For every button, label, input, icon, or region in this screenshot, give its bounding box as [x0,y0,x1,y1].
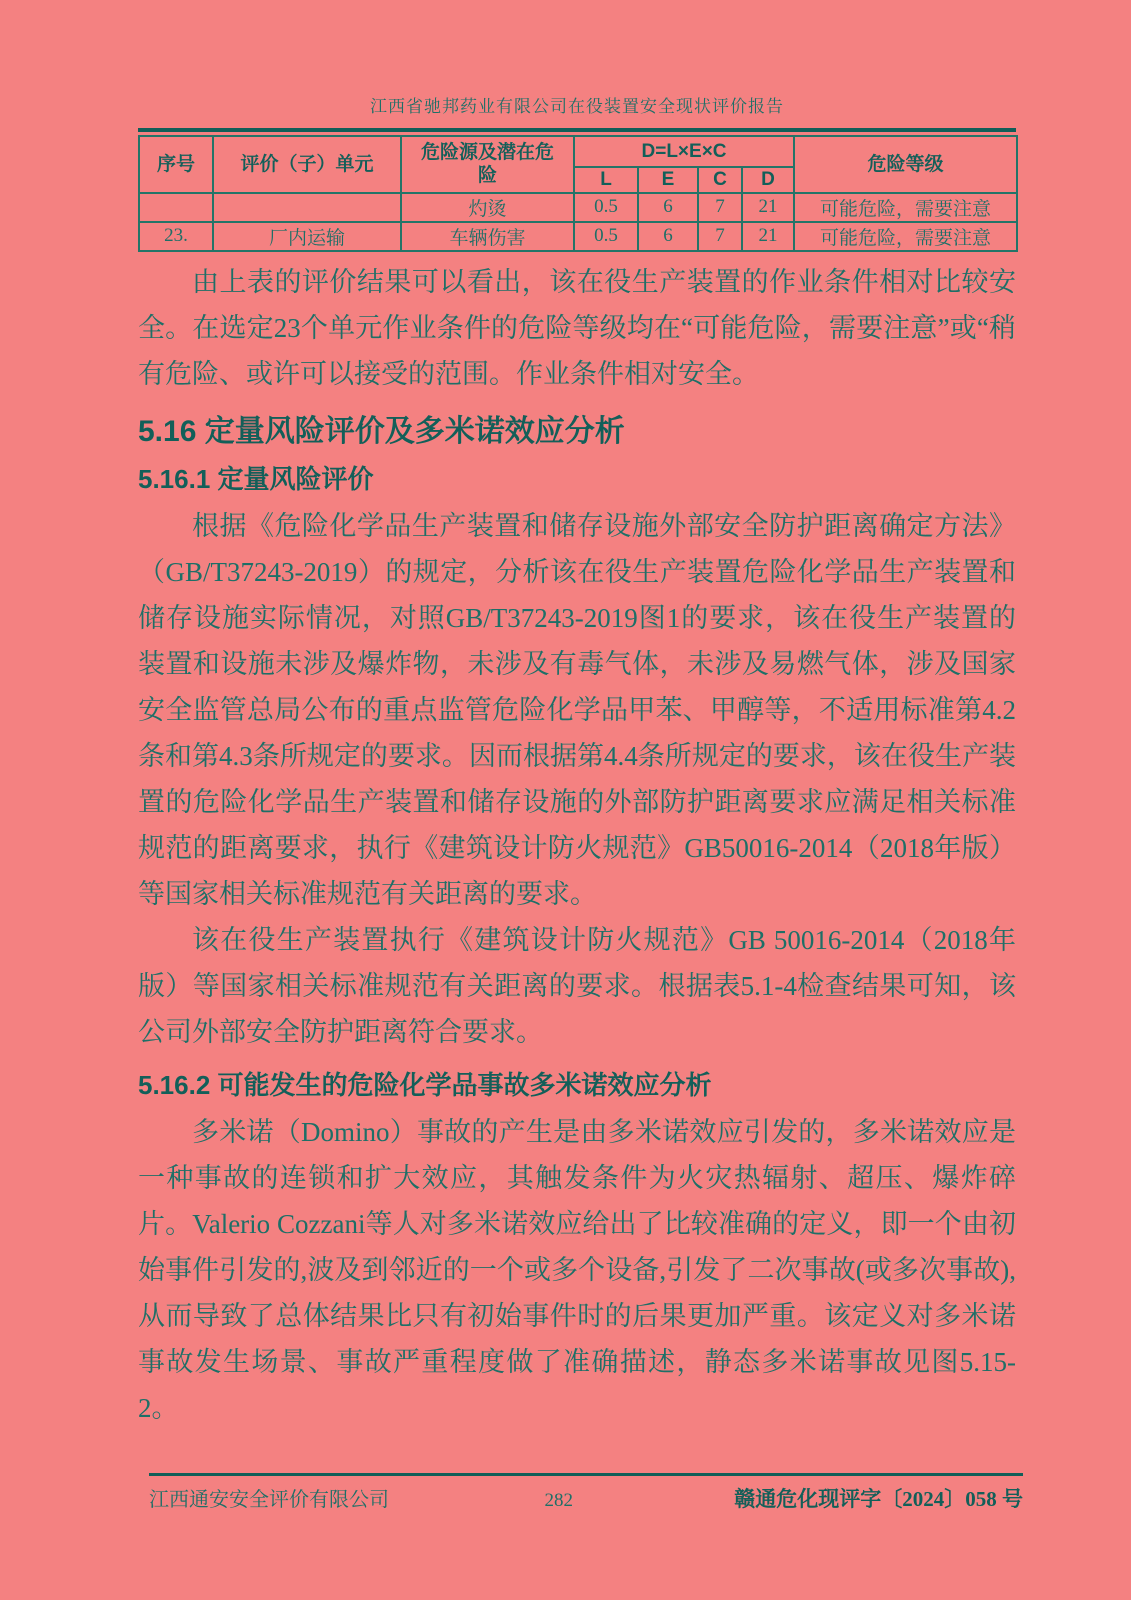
col-header-hazard: 危险源及潜在危险 [401,136,574,193]
cell-D: 21 [742,222,794,251]
col-header-seq: 序号 [139,136,213,193]
col-header-level: 危险等级 [794,136,1017,193]
header-rule [138,128,1016,132]
cell-seq [139,193,213,222]
table-row [139,222,1017,251]
paragraph-quantitative-risk-2: 该在役生产装置执行《建筑设计防火规范》GB 50016-2014（2018年版）等国家相关标准规范有关距离的要求。根据表5.1-4检查结果可知，该公司外部安全防护距离符合要求。 [138,924,1016,1047]
footer-rule [149,1473,1023,1476]
paragraph-quantitative-risk-1: 根据《危险化学品生产装置和储存设施外部安全防护距离确定方法》（GB/T37243-2019）的规定，分析该在役生产装置危险化学品生产装置和储存设施实际情况，对照GB/T37243-2019图1的要求，该在役生产装置的装置和设施未涉及爆炸物，未涉及有毒气体，未涉及易燃气体，涉及国家安全监管总局公布的重点监管危险化学品甲苯、甲醇等，不适用标准第4.2条和第4.3条所规定的要求。因而根据第4.4条所规定的要求，该在役生产装置的危险化学品生产装置和储存设施的外部防护距离要求应满足相关标准规范的距离要求，执行《建筑设计防火规范》GB50016-2014（2018年版）等国家相关标准规范有关距离的要求。 [138,510,1016,909]
col-header-formula: D=L×E×C [574,136,794,167]
cell-C: 7 [698,193,742,222]
footer-row [149,1483,1023,1513]
cell-hazard: 灼烫 [401,193,574,222]
cell-level: 可能危险，需要注意 [794,193,1017,222]
document-header-title: 江西省驰邦药业有限公司在役装置安全现状评价报告 [370,97,784,116]
heading-5-16-2: 5.16.2 可能发生的危险化学品事故多米诺效应分析 [138,1069,712,1100]
heading-5-16-1: 5.16.1 定量风险评价 [138,463,374,494]
cell-seq: 23. [139,222,213,251]
cell-C: 7 [698,222,742,251]
cell-level: 可能危险，需要注意 [794,222,1017,251]
risk-evaluation-table [138,135,1018,252]
page-content [138,0,1016,1431]
footer-page-number: 282 [544,1490,573,1511]
cell-hazard: 车辆伤害 [401,222,574,251]
paragraph-domino: 多米诺（Domino）事故的产生是由多米诺效应引发的，多米诺效应是一种事故的连锁和扩大效应，其触发条件为火灾热辐射、超压、爆炸碎片。Valerio Cozzani等人对多米诺效应给出了比较准确的定义，即一个由初始事件引发的,波及到邻近的一个或多个设备,引发了二次事故(或多次事故),从而导致了总体结果比只有初始事件时的后果更加严重。该定义对多米诺事故发生场景、事故严重程度做了准确描述，静态多米诺事故见图5.15-2。 [138,1116,1016,1423]
col-header-C: C [698,167,742,193]
paragraph-intro: 由上表的评价结果可以看出，该在役生产装置的作业条件相对比较安全。在选定23个单元作业条件的危险等级均在“可能危险，需要注意”或“稍有危险、或许可以接受的范围。作业条件相对安全。 [138,266,1016,389]
col-header-D: D [742,167,794,193]
footer-company: 江西通安安全评价有限公司 [149,1489,389,1511]
footer-doc-number: 赣通危化现评字〔2024〕058 号 [734,1487,1023,1511]
cell-E: 6 [638,222,698,251]
cell-L: 0.5 [574,222,638,251]
page-footer [149,1473,1023,1513]
col-header-L: L [574,167,638,193]
col-header-unit: 评价（子）单元 [213,136,401,193]
cell-E: 6 [638,193,698,222]
cell-D: 21 [742,193,794,222]
cell-unit: 厂内运输 [213,222,401,251]
cell-unit [213,193,401,222]
table-header-row-1 [139,136,1017,167]
heading-5-16: 5.16 定量风险评价及多米诺效应分析 [138,414,625,448]
col-header-E: E [638,167,698,193]
table-row [139,193,1017,222]
cell-L: 0.5 [574,193,638,222]
